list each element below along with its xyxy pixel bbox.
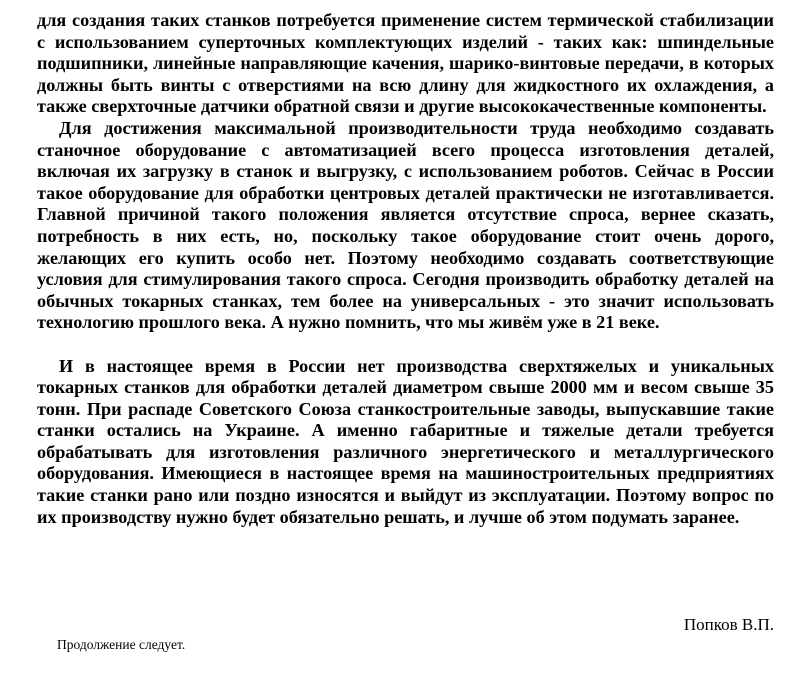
paragraph-spacer: [37, 334, 774, 356]
paragraph-productivity: Для достижения максимальной производительности труда необходимо создавать станочное оборудование с автоматизацией всего процесса изготовления деталей, включая их загрузку в станок и выгрузку, с использованием роботов. Сейчас в России такое оборудование для обработки центровых деталей практически не изготавливается. Главной причиной такого положения является отсутствие спроса, вернее сказать, потребность в них есть, но, поскольку такое оборудование стоит очень дорого, желающих его купить особо нет. Поэтому необходимо создавать соответствующие условия для стимулирования такого спроса. Сегодня производить обработку деталей на обычных токарных станках, тем более на универсальных - это значит использовать технологию прошлого века. А нужно помнить, что мы живём уже в 21 веке.: [37, 117, 774, 333]
author-signature: Попков В.П.: [683, 615, 774, 634]
article-body: [37, 10, 774, 528]
paragraph-continuation: для создания таких станков потребуется применение систем термической стабилизации с использованием суперточных комплектующих изделий - таких как: шпиндельные подшипники, линейные направляющие качения, шарико-винтовые передачи, в которых должны быть винты с отверстиями на всю длину для жидкостного их охлаждения, а также сверхточные датчики обратной связи и другие высококачественные компоненты.: [37, 10, 774, 117]
paragraph-heavy-lathes: И в настоящее время в России нет производства сверхтяжелых и уникальных токарных станков для обработки деталей диаметром свыше 2000 мм и весом свыше 35 тонн. При распаде Советского Союза станкостроительные заводы, выпускавшие такие станки остались на Украине. А именно габаритные и тяжелые детали требуется обрабатывать для изготовления различного энергетического и металлургического оборудования. Имеющиеся в настоящее время на машиностроительных предприятиях такие станки рано или поздно износятся и выйдут из эксплуатации. Поэтому вопрос по их производству нужно будет обязательно решать, и лучше об этом подумать заранее.: [37, 355, 774, 527]
continued-note: Продолжение следует.: [57, 637, 186, 652]
